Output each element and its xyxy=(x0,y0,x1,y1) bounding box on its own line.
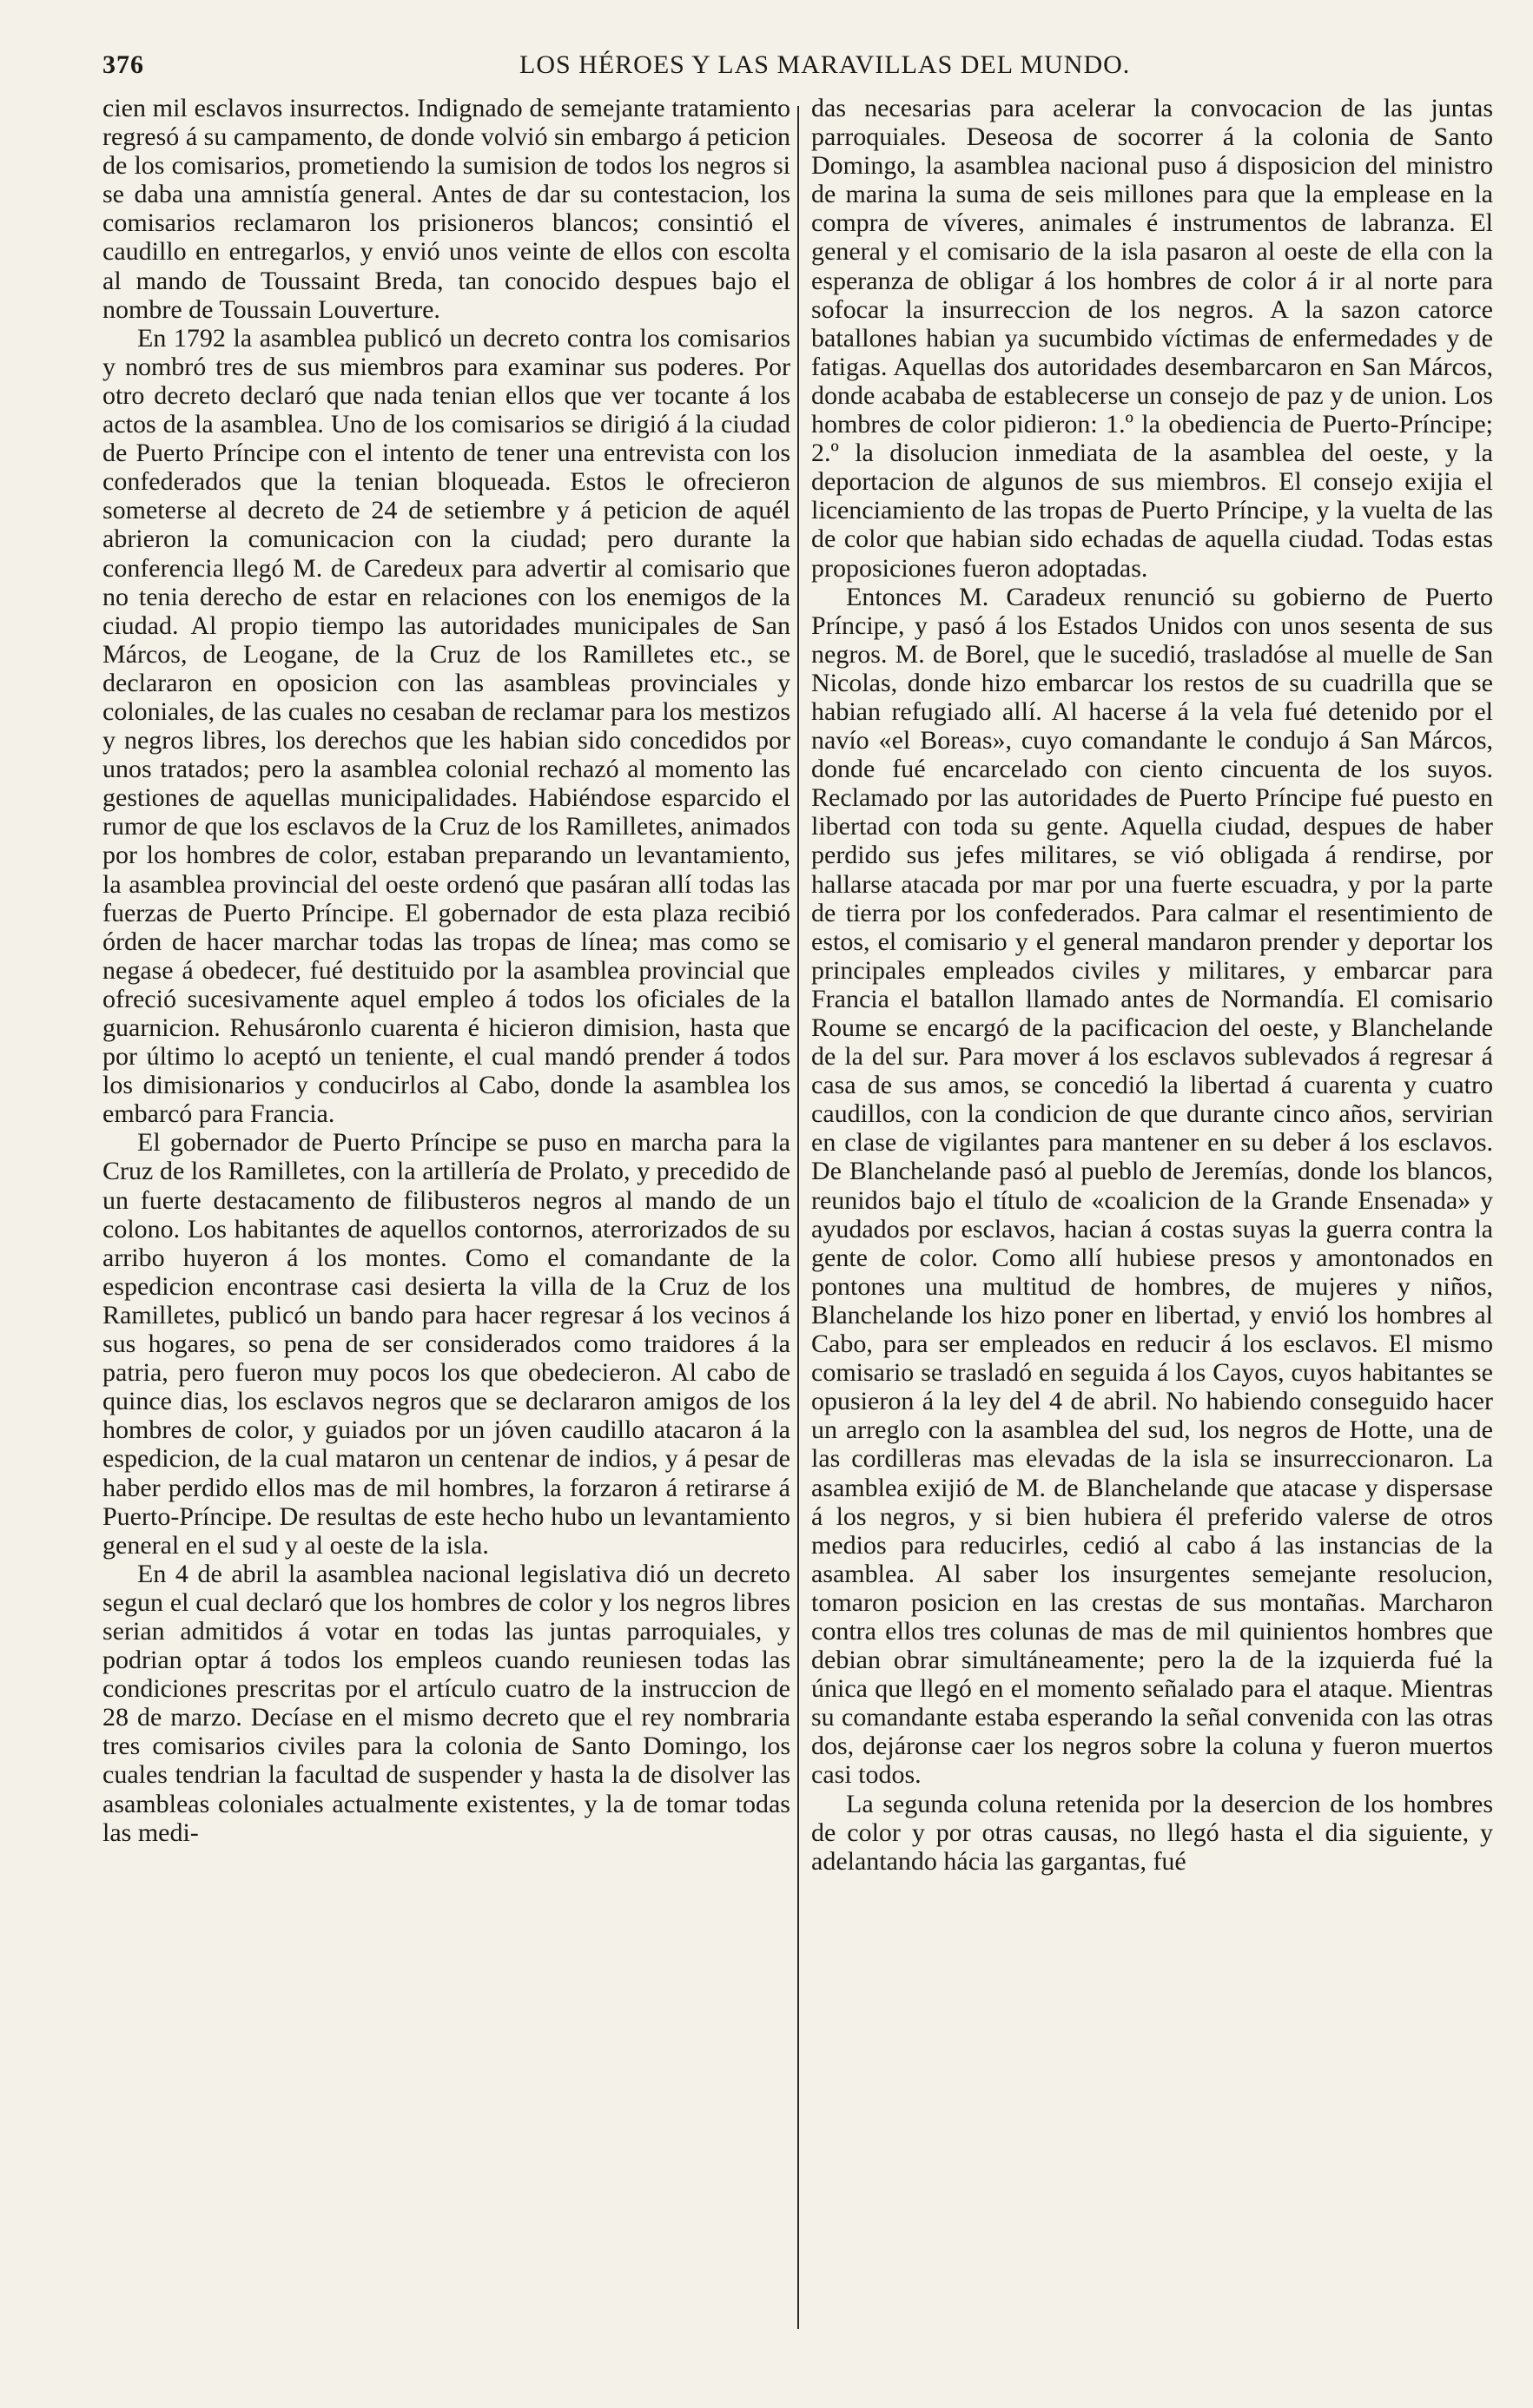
left-column xyxy=(102,94,790,2369)
paragraph: cien mil esclavos insurrectos. Indignado de semejante tratamiento regresó á su campamento, de donde volvió sin embargo á peticion de los comisarios, prometiendo la sumision de todos los negros si se daba una amnistía general. Antes de dar su contestacion, los comisarios reclamaron los prisioneros blancos; consintió el caudillo en entregarlos, y envió unos veinte de ellos con escolta al mando de Toussaint Breda, tan conocido despues bajo el nombre de Toussain Louverture. xyxy=(102,94,790,324)
page-number: 376 xyxy=(102,50,144,79)
paragraph: En 1792 la asamblea publicó un decreto contra los comisarios y nombró tres de sus miembros para examinar sus poderes. Por otro decreto declaró que nada tenian ellos que ver tocante á los actos de la asamblea. Uno de los comisarios se dirigió á la ciudad de Puerto Príncipe con el intento de tener una entrevista con los confederados que la tenian bloqueada. Estos le ofrecieron someterse al decreto de 24 de setiembre y á peticion de aquél abrieron la comunicacion con la ciudad; pero durante la conferencia llegó M. de Caredeux para advertir al comisario que no tenia derecho de estar en relaciones con los enemigos de la ciudad. Al propio tiempo las autoridades municipales de San Márcos, de Leogane, de la Cruz de los Ramilletes etc., se declararon en oposicion con las asambleas provinciales y coloniales, de las cuales no cesaban de reclamar para los mestizos y negros libres, los derechos que les habian sido concedidos por unos tratados; pero la asamblea colonial rechazó al momento las gestiones de aquellas municipalidades. Habiéndose esparcido el rumor de que los esclavos de la Cruz de los Ramilletes, animados por los hombres de color, estaban preparando un levantamiento, la asamblea provincial del oeste ordenó que pasáran allí todas las fuerzas de Puerto Príncipe. El gobernador de esta plaza recibió órden de hacer marchar todas las tropas de línea; mas como se negase á obedecer, fué destituido por la asamblea provincial que ofreció sucesivamente aquel empleo á todos los oficiales de la guarnicion. Rehusáronlo cuarenta é hicieron dimision, hasta que por último lo aceptó un teniente, el cual mandó prender á todos los dimisionarios y conducirlos al Cabo, donde la asamblea los embarcó para Francia. xyxy=(102,323,790,1129)
paragraph: das necesarias para acelerar la convocacion de las juntas parroquiales. Deseosa de socorrer á la colonia de Santo Domingo, la asamblea nacional puso á disposicion del ministro de marina la suma de seis millones para que la emplease en la compra de víveres, animales é instrumentos de labranza. El general y el comisario de la isla pasaron al oeste de ella con la esperanza de obligar á los hombres de color á ir al norte para sofocar la insurreccion de los negros. A la sazon catorce batallones habian ya sucumbido víctimas de enfermedades y de fatigas. Aquellas dos autoridades desembarcaron en San Márcos, donde acababa de establecerse un consejo de paz y de union. Los hombres de color pidieron: 1.º la obediencia de Puerto-Príncipe; 2.º la disolucion inmediata de la asamblea del oeste, y la deportacion de algunos de sus miembros. El consejo exijia el licenciamiento de las tropas de Puerto Príncipe, y la vuelta de las de color que habian sido echadas de aquella ciudad. Todas estas proposiciones fueron adoptadas. xyxy=(811,94,1493,583)
paragraph: Entonces M. Caradeux renunció su gobierno de Puerto Príncipe, y pasó á los Estados Unidos con unos sesenta de sus negros. M. de Borel, que le sucedió, trasladóse al muelle de San Nicolas, donde hizo embarcar los restos de su cuadrilla que se habian refugiado allí. Al hacerse á la vela fué detenido por el navío «el Boreas», cuyo comandante le condujo á San Márcos, donde fué encarcelado con ciento cincuenta de los suyos. Reclamado por las autoridades de Puerto Príncipe fué puesto en libertad con toda su gente. Aquella ciudad, despues de haber perdido sus jefes militares, se vió obligada á rendirse, por hallarse atacada por mar por una fuerte escuadra, y por la parte de tierra por los confederados. Para calmar el resentimiento de estos, el comisario y el general mandaron prender y deportar los principales empleados civiles y militares, y embarcar para Francia el batallon llamado antes de Normandía. El comisario Roume se encargó de la pacificacion del oeste, y Blanchelande de la del sur. Para mover á los esclavos sublevados á regresar á casa de sus amos, se concedió la libertad á cuarenta y cuatro caudillos, con la condicion de que durante cinco años, servirian en clase de vigilantes para mantener en su deber á los esclavos. De Blanchelande pasó al pueblo de Jeremías, donde los blancos, reunidos bajo el título de «coalicion de la Grande Ensenada» y ayudados por esclavos, hacian á costas suyas la guerra contra la gente de color. Como allí hubiese presos y amontonados en pontones una multitud de hombres, de mujeres y niños, Blanchelande los hizo poner en libertad, y envió los hombres al Cabo, para ser empleados en reducir á los esclavos. El mismo comisario se trasladó en seguida á los Cayos, cuyos habitantes se opusieron á la ley del 4 de abril. No habiendo conseguido hacer un arreglo con la asamblea del sud, los negros de Hotte, una de las cordilleras mas elevadas de la isla se insurreccionaron. La asamblea exijió de M. de Blanchelande que atacase y dispersase á los negros, y si bien hubiera él preferido valerse de otros medios para reducirles, cedió al cabo á las instancias de la asamblea. Al saber los insurgentes semejante resolucion, tomaron posicion en las crestas de sus montañas. Marcharon contra ellos tres colunas de mas de mil quinientos hombres que debian obrar simultáneamente; pero la de la izquierda fué la única que llegó en el momento señalado para el ataque. Mientras su comandante estaba esperando la señal convenida con las otras dos, dejáronse caer los negros sobre la coluna y fueron muertos casi todos. xyxy=(811,582,1493,1790)
right-column xyxy=(811,94,1493,2369)
running-title: LOS HÉROES Y LAS MARAVILLAS DEL MUNDO. xyxy=(519,50,1131,79)
page-header xyxy=(102,50,1475,85)
paragraph: En 4 de abril la asamblea nacional legislativa dió un decreto segun el cual declaró que los hombres de color y los negros libres serian admitidos á votar en todas las juntas parroquiales, y podrian optar á todos los empleos cuando reuniesen todas las condiciones prescritas por el artículo cuatro de la instruccion de 28 de marzo. Decíase en el mismo decreto que el rey nombraria tres comisarios civiles para la colonia de Santo Domingo, los cuales tendrian la facultad de suspender y hasta la de disolver las asambleas coloniales actualmente existentes, y la de tomar todas las medi- xyxy=(102,1559,790,1847)
paragraph: La segunda coluna retenida por la desercion de los hombres de color y por otras causas, no llegó hasta el dia siguiente, y adelantando hácia las gargantas, fué xyxy=(811,1789,1493,1876)
column-divider xyxy=(797,106,799,2329)
paragraph: El gobernador de Puerto Príncipe se puso en marcha para la Cruz de los Ramilletes, con la artillería de Prolato, y precedido de un fuerte destacamento de filibusteros negros al mando de un colono. Los habitantes de aquellos contornos, aterrorizados de su arribo huyeron á los montes. Como el comandante de la espedicion encontrase casi desierta la villa de la Cruz de los Ramilletes, publicó un bando para hacer regresar á los vecinos á sus hogares, so pena de ser considerados como traidores á la patria, pero fueron muy pocos los que obedecieron. Al cabo de quince dias, los esclavos negros que se declararon amigos de los hombres de color, y guiados por un jóven caudillo atacaron á la espedicion, de la cual mataron un centenar de indios, y á pesar de haber perdido ellos mas de mil hombres, la forzaron á retirarse á Puerto-Príncipe. De resultas de este hecho hubo un levantamiento general en el sud y al oeste de la isla. xyxy=(102,1128,790,1560)
